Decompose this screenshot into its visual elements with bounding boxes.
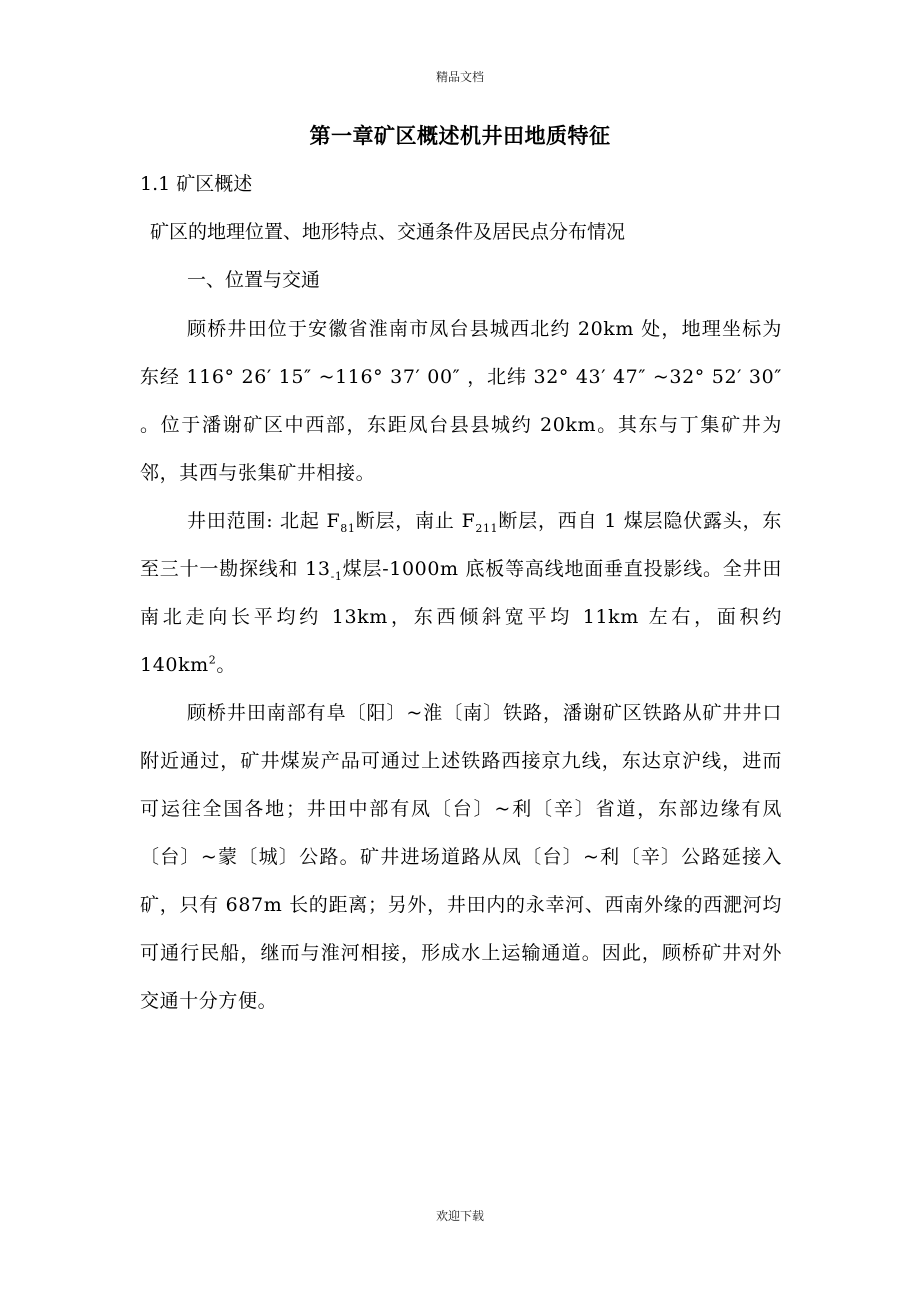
section-subtitle: 矿区的地理位置、地形特点、交通条件及居民点分布情况 bbox=[150, 221, 626, 243]
p2-sub-1: 81 bbox=[340, 521, 356, 535]
p2-text-4: 煤层-1000m 底板等高线地面垂直投影线。全井田南北走向长平均约 13km，东西倾斜宽平均 11km 左右，面积约 140km bbox=[140, 558, 782, 676]
paragraph-transport: 顾桥井田南部有阜〔阳〕~淮〔南〕铁路，潘谢矿区铁路从矿井井口附近通过，矿井煤炭产品可通过上述铁路西接京九线，东达京沪线，进而可运往全国各地；井田中部有凤〔台〕~利〔辛〕省道，东部边缘有凤〔台〕~蒙〔城〕公路。矿井进场道路从凤〔台〕~利〔辛〕公路延接入矿，只有 687m 长的距离；另外，井田内的永幸河、西南外缘的西淝河均可通行民船，继而与淮河相接，形成水上运输通道。因此，顾桥矿井对外交通十分方便。 bbox=[140, 702, 782, 1012]
p2-text-1: 井田范围: 北起 F bbox=[187, 510, 341, 532]
p2-text-5: 。 bbox=[216, 654, 237, 676]
page-header: 精品文档 bbox=[435, 70, 484, 84]
paragraph-location: 顾桥井田位于安徽省淮南市凤台县城西北约 20km 处，地理坐标为东经 116° 26′ 15″ ~116° 37′ 00″ ，北纬 32° 43′ 47″ ~32° 52′ 30″ 。位于潘谢矿区中西部，东距凤台县县城约 20km。其东与丁集矿井为邻，其西与张集矿井相接。 bbox=[140, 318, 782, 484]
p2-sub-2: 211 bbox=[475, 521, 499, 535]
p2-text-2: 断层，南止 F bbox=[355, 510, 476, 532]
p2-text-3: 断层，西自 1 煤层隐伏露头，东至三十一勘探线和 13 bbox=[140, 510, 782, 580]
section-heading: 1.1 矿区概述 bbox=[140, 173, 253, 195]
p2-sup: 2 bbox=[208, 653, 217, 667]
chapter-title: 第一章矿区概述机井田地质特征 bbox=[309, 124, 611, 148]
subsection-heading: 一、位置与交通 bbox=[187, 269, 321, 291]
p2-sub-3: -1 bbox=[330, 569, 343, 583]
paragraph-boundaries bbox=[140, 497, 782, 689]
page-footer: 欢迎下载 bbox=[435, 1209, 484, 1223]
